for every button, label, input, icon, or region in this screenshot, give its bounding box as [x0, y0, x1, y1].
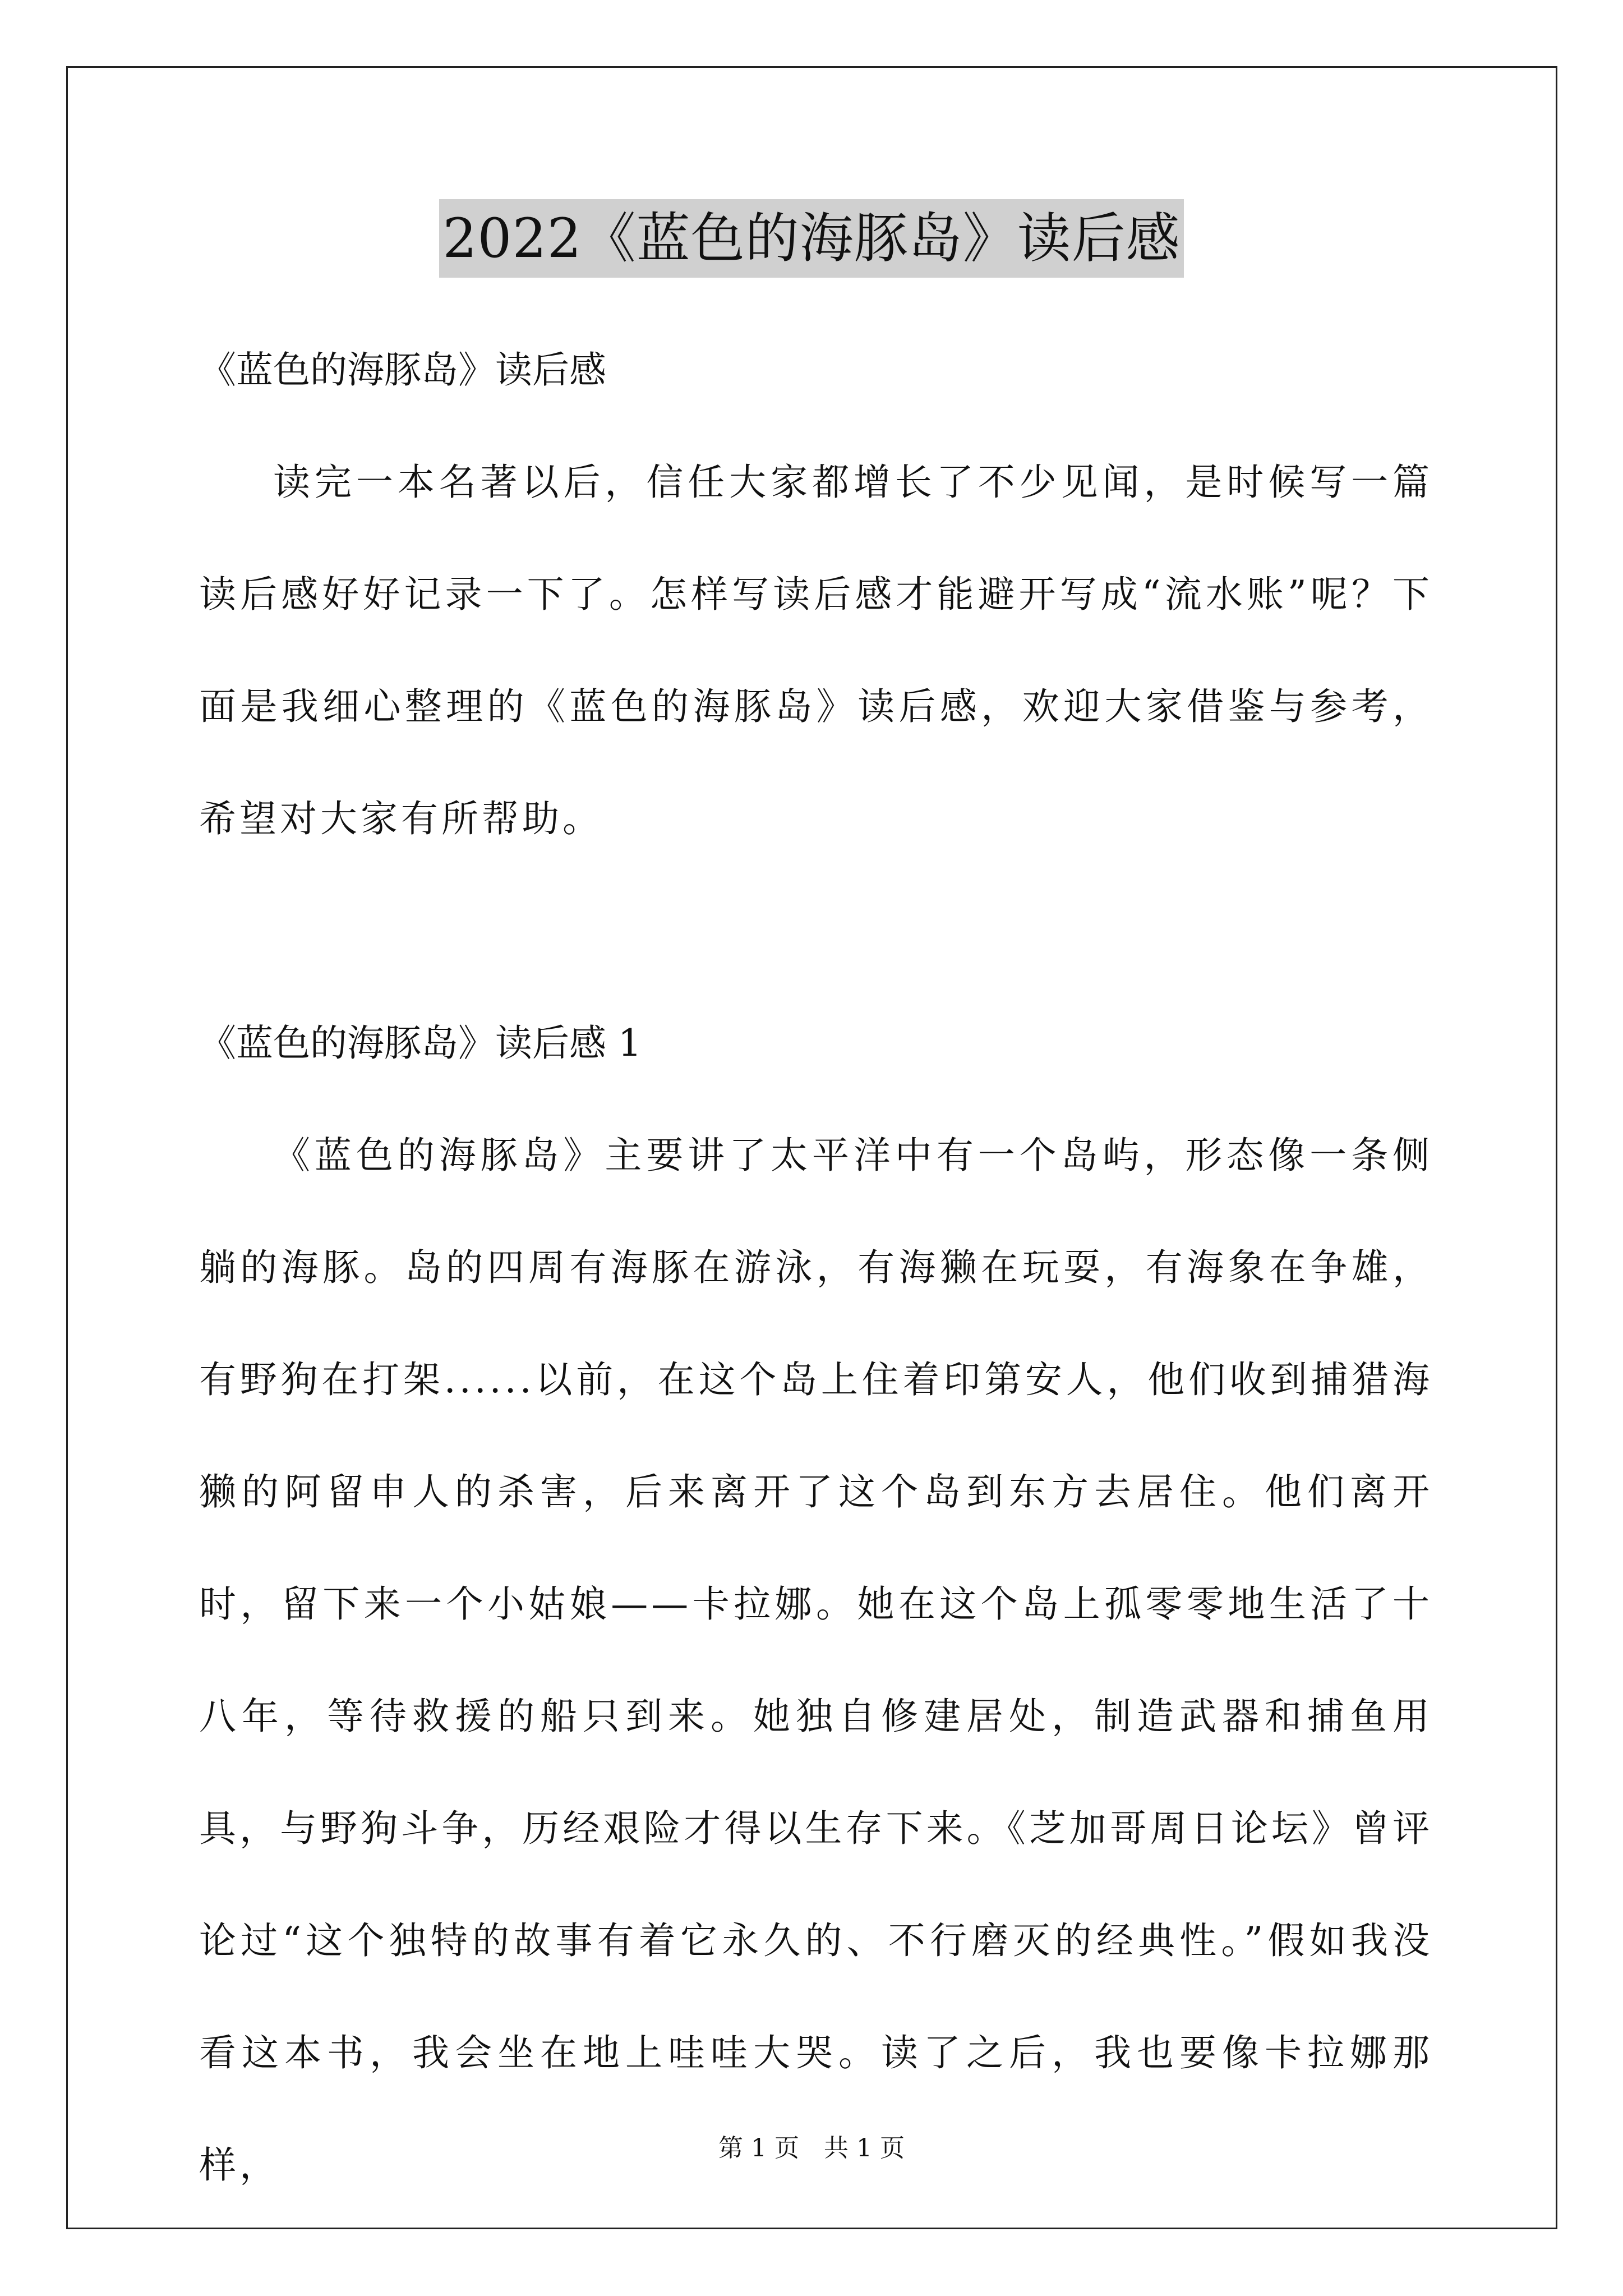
main-heading: 《蓝色的海豚岛》读后感 [199, 348, 606, 392]
intro-paragraph: 读完一本名著以后，信任大家都增长了不少见闻，是时候写一篇读后感好好记录一下了。怎样写读后感才能避开写成“流水账”呢？下面是我细心整理的《蓝色的海豚岛》读后感，欢迎大家借鉴与参考，希望对大家有所帮助。 [199, 461, 1433, 840]
document-body [199, 314, 1433, 2221]
section-paragraph: 《蓝色的海豚岛》主要讲了太平洋中有一个岛屿，形态像一条侧躺的海豚。岛的四周有海豚在游泳，有海獭在玩耍，有海象在争雄，有野狗在打架......以前，在这个岛上住着印第安人，他们收到捕猎海獭的阿留申人的杀害，后来离开了这个岛到东方去居住。他们离开时，留下来一个小姑娘——卡拉娜。她在这个岛上孤零零地生活了十八年，等待救援的船只到来。她独自修建居处，制造武器和捕鱼用具，与野狗斗争，历经艰险才得以生存下来。《芝加哥周日论坛》曾评论过“这个独特的故事有着它永久的、不行磨灭的经典性。”假如我没看这本书，我会坐在地上哇哇大哭。读了之后，我也要像卡拉娜那样， [199, 1134, 1433, 2187]
section-heading: 《蓝色的海豚岛》读后感 1 [199, 1022, 642, 1065]
title-container [0, 199, 1623, 278]
section-gap [199, 875, 1433, 987]
document-title: 2022《蓝色的海豚岛》读后感 [439, 199, 1183, 278]
page-footer: 第 1 页 共 1 页 [718, 2134, 905, 2162]
